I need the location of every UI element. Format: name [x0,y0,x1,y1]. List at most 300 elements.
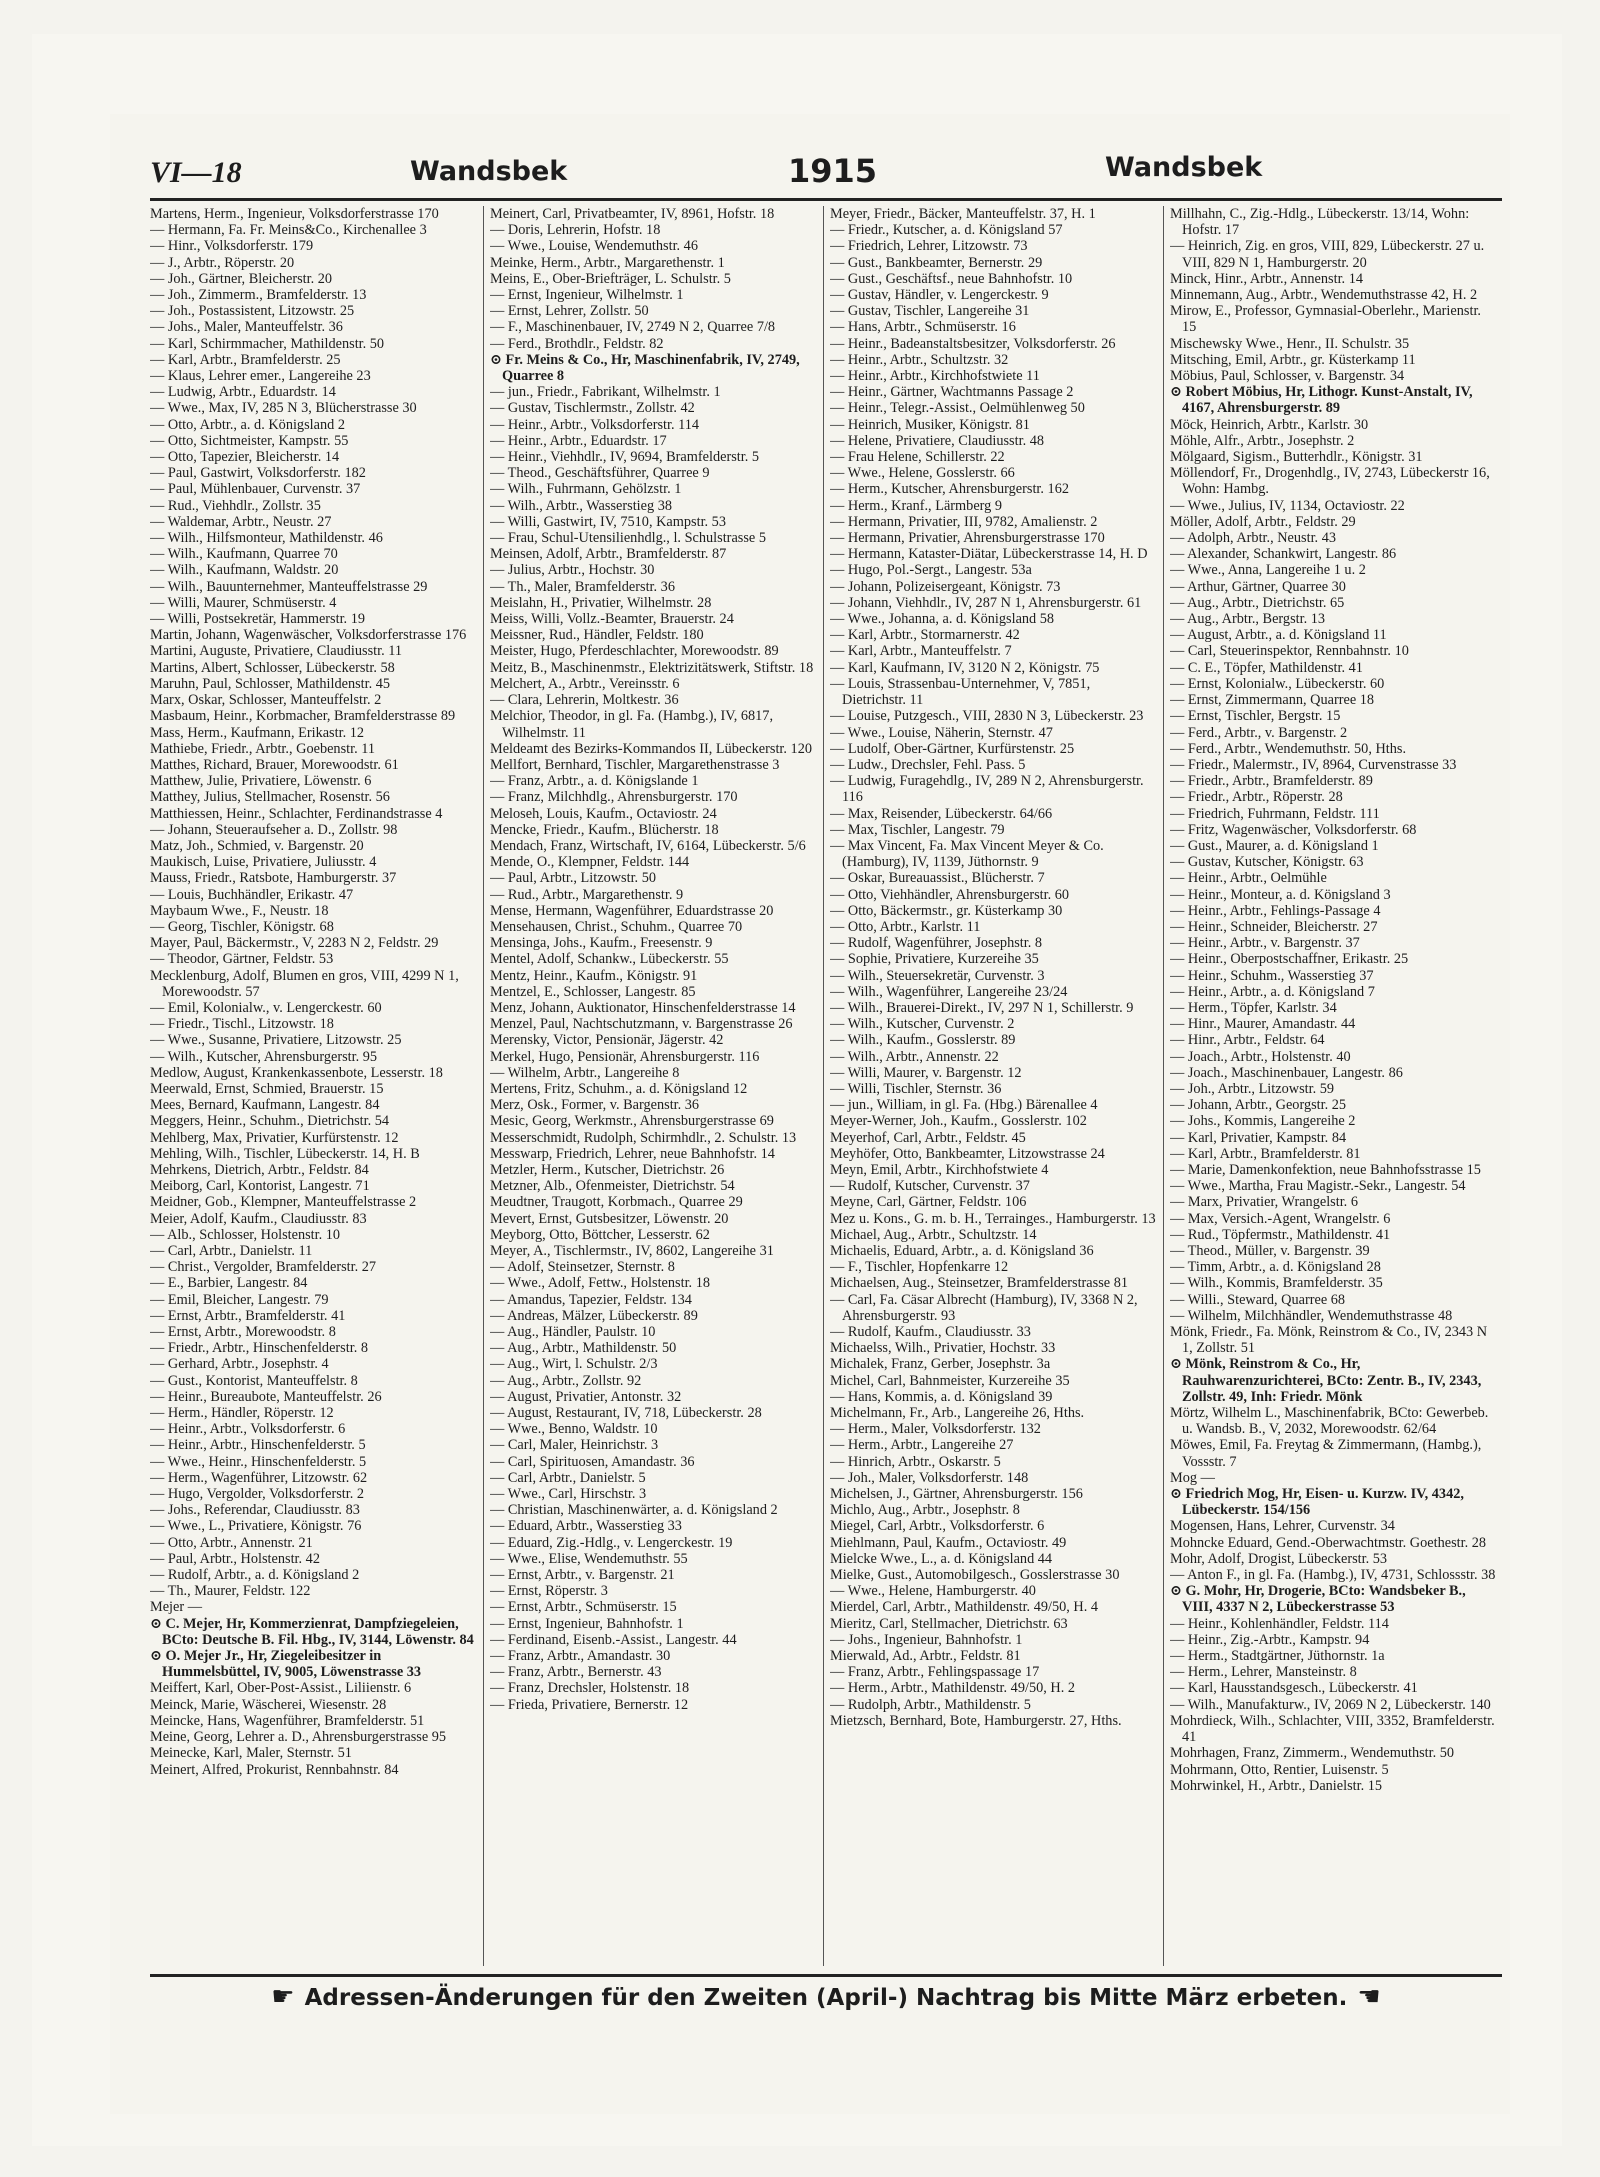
directory-entry: — Johann, Viehhdlr., IV, 287 N 1, Ahrensburgerstr. 61 [830,594,1142,611]
directory-entry: — Ludw., Drechsler, Fehl. Pass. 5 [830,756,1026,773]
directory-entry: Michaelsen, Aug., Steinsetzer, Bramfelderstrasse 81 [830,1275,1128,1292]
directory-entry: — Eduard, Arbtr., Wasserstieg 33 [490,1518,682,1535]
directory-entry: — Gust., Geschäftsf., neue Bahnhofstr. 10 [830,270,1073,287]
directory-entry: — Marie, Damenkonfektion, neue Bahnhofsstrasse 15 [1170,1161,1481,1178]
directory-entry: Mass, Herm., Kaufmann, Erikastr. 12 [150,724,365,741]
directory-entry: — Heinr., Telegr.-Assist., Oelmühlenweg 50 [830,400,1085,417]
directory-entry: — Gust., Maurer, a. d. Königsland 1 [1170,837,1379,854]
directory-entry: — Gust., Bankbeamter, Bernerstr. 29 [830,254,1043,271]
directory-entry: Mirow, E., Professor, Gymnasial-Oberlehr., Marienstr. 15 [1170,303,1481,336]
directory-entry: Minnemann, Aug., Arbtr., Wendemuthstrasse 42, H. 2 [1170,287,1478,304]
directory-entry: — Johann, Steueraufseher a. D., Zollstr. 98 [150,821,398,838]
directory-entry: — Heinr., Kohlenhändler, Feldstr. 114 [1170,1615,1389,1632]
directory-entry: — Carl, Steuerinspektor, Rennbahnstr. 10 [1170,643,1409,660]
directory-entry: Mees, Bernard, Kaufmann, Langestr. 84 [150,1097,380,1114]
directory-entry: Mohncke Eduard, Gend.-Oberwachtmstr. Goethestr. 28 [1170,1534,1487,1551]
directory-entry: Michelsen, J., Gärtner, Ahrensburgerstr. 156 [830,1486,1083,1503]
directory-entry: Mölgaard, Sigism., Butterhdlr., Königstr. 31 [1170,449,1423,466]
directory-entry: — Wilh., Bauunternehmer, Manteuffelstrasse 29 [150,578,428,595]
directory-entry: — F., Maschinenbauer, IV, 2749 N 2, Quarree 7/8 [490,319,776,336]
directory-entry: — Herm., Kranf., Lärmberg 9 [830,497,1003,514]
directory-entry: Meissner, Rud., Händler, Feldstr. 180 [490,627,704,644]
directory-entry: Mönk, Friedr., Fa. Mönk, Reinstrom & Co., IV, 2343 N 1, Zollstr. 51 [1170,1324,1488,1357]
directory-entry: Millhahn, C., Zig.-Hdlg., Lübeckerstr. 13/14, Wohn: Hofstr. 17 [1170,206,1470,239]
directory-entry: — Hans, Kommis, a. d. Königsland 39 [830,1388,1053,1405]
directory-entry: Messerschmidt, Rudolph, Schirmhdlr., 2. Schulstr. 13 [490,1129,797,1146]
directory-entry: Merensky, Victor, Pensionär, Jägerstr. 42 [490,1032,724,1049]
directory-column-2 [490,206,816,1966]
directory-entry: — F., Tischler, Hopfenkarre 12 [830,1259,1009,1276]
directory-entry: Metzner, Alb., Ofenmeister, Dietrichstr. 54 [490,1178,735,1195]
footer-notice [150,1982,1502,2022]
directory-entry: — Johann, Arbtr., Georgstr. 25 [1170,1097,1347,1114]
directory-entry: — Franz, Arbtr., Amandastr. 30 [490,1648,671,1665]
directory-entry: — Alexander, Schankwirt, Langestr. 86 [1170,546,1397,563]
directory-entry: — Frieda, Privatiere, Bernerstr. 12 [490,1696,689,1713]
directory-entry: — Friedr., Arbtr., Bramfelderstr. 89 [1170,773,1373,790]
directory-entry: — Otto, Arbtr., a. d. Königsland 2 [150,416,345,433]
directory-entry: ⊙ O. Mejer Jr., Hr, Ziegeleibesitzer in Hummelsbüttel, IV, 9005, Löwenstrasse 33 [150,1648,422,1681]
directory-entry: Mentz, Heinr., Kaufm., Königstr. 91 [490,967,698,984]
directory-entry: — Herm., Arbtr., Langereihe 27 [830,1437,1014,1454]
directory-entry: — Willi., Steward, Quarree 68 [1170,1291,1346,1308]
directory-entry: ⊙ Mönk, Reinstrom & Co., Hr, Rauhwarenzurichterei, BCto: Zentr. B., IV, 2343, Zollstr. 49, Inh: Friedr. Mönk [1170,1356,1482,1405]
directory-entry: Marx, Oskar, Schlosser, Manteuffelstr. 2 [150,692,382,709]
directory-entry: — Gustav, Kutscher, Königstr. 63 [1170,854,1364,871]
pointing-hand-right-icon: ☛ [271,1982,295,2012]
directory-entry: — Joach., Arbtr., Holstenstr. 40 [1170,1048,1351,1065]
directory-entry: Mecklenburg, Adolf, Blumen en gros, VIII, 4299 N 1, Morewoodstr. 57 [150,967,459,1000]
directory-entry: — Karl, Privatier, Kampstr. 84 [1170,1129,1347,1146]
directory-entry: — Wwe., Julius, IV, 1134, Octaviostr. 22 [1170,497,1405,514]
directory-entry: — Rudolf, Arbtr., a. d. Königsland 2 [150,1567,360,1584]
directory-entry: Miehlmann, Paul, Kaufm., Octaviostr. 49 [830,1534,1067,1551]
directory-entry: — Wilh., Manufakturw., IV, 2069 N 2, Lübeckerstr. 140 [1170,1696,1491,1713]
directory-entry: Michlo, Aug., Arbtr., Josephstr. 8 [830,1502,1020,1519]
directory-entry: Mensehausen, Christ., Schuhm., Quarree 70 [490,918,743,935]
directory-entry: — Gustav, Tischlermstr., Zollstr. 42 [490,400,695,417]
directory-entry: — Friedr., Tischl., Litzowstr. 18 [150,1016,334,1033]
directory-entry: Meiborg, Carl, Kontorist, Langestr. 71 [150,1178,370,1195]
directory-entry: — Friedr., Kutscher, a. d. Königsland 57 [830,222,1063,239]
directory-entry: — Georg, Tischler, Königstr. 68 [150,918,334,935]
directory-entry: — Th., Maurer, Feldstr. 122 [150,1583,311,1600]
directory-entry: — jun., William, in gl. Fa. (Hbg.) Bärenallee 4 [830,1097,1098,1114]
directory-entry: Meister, Hugo, Pferdeschlachter, Morewoodstr. 89 [490,643,779,660]
directory-entry: — Wilh., Wagenführer, Langereihe 23/24 [830,983,1068,1000]
directory-entry: Matthew, Julie, Privatiere, Löwenstr. 6 [150,773,372,790]
directory-entry: — Rud., Arbtr., Margarethenstr. 9 [490,886,684,903]
directory-entry: Mörtz, Wilhelm L., Maschinenfabrik, BCto: Gewerbeb. u. Wandsb. B., V, 2032, Morewoodstr. 62/64 [1170,1405,1489,1438]
directory-entry: Mietzsch, Bernhard, Bote, Hamburgerstr. 27, Hths. [830,1712,1122,1729]
directory-entry: — Aug., Wirt, l. Schulstr. 2/3 [490,1356,658,1373]
directory-entry: Möck, Heinrich, Arbtr., Karlstr. 30 [1170,416,1369,433]
directory-entry: Möller, Adolf, Arbtr., Feldstr. 29 [1170,513,1356,530]
directory-entry: Meudtner, Traugott, Korbmach., Quarree 29 [490,1194,743,1211]
directory-entry: — Marx, Privatier, Wrangelstr. 6 [1170,1194,1358,1211]
directory-entry: Mielke, Gust., Automobilgesch., Gosslerstrasse 30 [830,1567,1120,1584]
directory-entry: — Ernst, Kolonialw., Lübeckerstr. 60 [1170,675,1385,692]
directory-entry: — Sophie, Privatiere, Kurzereihe 35 [830,951,1039,968]
directory-entry: — Aug., Arbtr., Zollstr. 92 [490,1372,642,1389]
directory-entry: — C. E., Töpfer, Mathildenstr. 41 [1170,659,1363,676]
directory-entry: — Gerhard, Arbtr., Josephstr. 4 [150,1356,329,1373]
directory-entry: — Eduard, Zig.-Hdlg., v. Lengerckestr. 19 [490,1534,733,1551]
directory-entry: — Wilhelm, Milchhändler, Wendemuthstrasse 48 [1170,1307,1453,1324]
directory-entry: — Klaus, Lehrer emer., Langereihe 23 [150,368,371,385]
directory-entry: Mogensen, Hans, Lehrer, Curvenstr. 34 [1170,1518,1395,1535]
directory-page [110,114,1510,2114]
directory-entry: — Herm., Kutscher, Ahrensburgerstr. 162 [830,481,1069,498]
directory-entry: — Doris, Lehrerin, Hofstr. 18 [490,222,661,239]
directory-entry: — Paul, Arbtr., Litzowstr. 50 [490,870,656,887]
directory-entry: Martins, Albert, Schlosser, Lübeckerstr. 58 [150,659,395,676]
directory-entry: — Ernst, Zimmermann, Quarree 18 [1170,692,1375,709]
directory-entry: — Heinr., Arbtr., v. Bargenstr. 37 [1170,935,1360,952]
directory-entry: Mentel, Adolf, Schankw., Lübeckerstr. 55 [490,951,729,968]
directory-entry: — Paul, Arbtr., Holstenstr. 42 [150,1550,320,1567]
directory-entry: — Hinr., Maurer, Amandastr. 44 [1170,1016,1356,1033]
directory-entry: Maybaum Wwe., F., Neustr. 18 [150,902,329,919]
directory-entry: — Franz, Milchhdlg., Ahrensburgerstr. 170 [490,789,738,806]
directory-entry: ⊙ Robert Möbius, Hr, Lithogr. Kunst-Anstalt, IV, 4167, Ahrensburgerstr. 89 [1170,384,1473,417]
directory-entry: — Wwe., Susanne, Privatiere, Litzowstr. 25 [150,1032,402,1049]
directory-entry: — Heinr., Arbtr., Schultzstr. 32 [830,351,1009,368]
directory-entry: — Paul, Gastwirt, Volksdorferstr. 182 [150,465,366,482]
directory-entry: Michalek, Franz, Gerber, Josephstr. 3a [830,1356,1051,1373]
directory-entry: — Friedrich, Fuhrmann, Feldstr. 111 [1170,805,1380,822]
directory-entry: — Ludolf, Ober-Gärtner, Kurfürstenstr. 25 [830,740,1075,757]
directory-entry: — Oskar, Bureauassist., Blücherstr. 7 [830,870,1045,887]
directory-entry: — Ludwig, Arbtr., Eduardstr. 14 [150,384,336,401]
directory-entry: — Hans, Arbtr., Schmüserstr. 16 [830,319,1016,336]
directory-entry: — Wilh., Brauerei-Direkt., IV, 297 N 1, Schillerstr. 9 [830,999,1134,1016]
footer-notice-text: Adressen-Änderungen für den Zweiten (April-) Nachtrag bis Mitte März erbeten. [304,1985,1348,2011]
directory-entry: — Waldemar, Arbtr., Neustr. 27 [150,513,332,530]
directory-entry: — Ernst, Tischler, Bergstr. 15 [1170,708,1341,725]
directory-entry: — Hinrich, Arbtr., Oskarstr. 5 [830,1453,1001,1470]
directory-entry: Meyborg, Otto, Böttcher, Lesserstr. 62 [490,1226,710,1243]
directory-entry: — Otto, Bäckermstr., gr. Küsterkamp 30 [830,902,1063,919]
directory-entry: Mohrdieck, Wilh., Schlachter, VIII, 3352, Bramfelderstr. 41 [1170,1712,1495,1746]
directory-entry: Merz, Osk., Former, v. Bargenstr. 36 [490,1097,700,1114]
directory-entry: — Otto, Arbtr., Karlstr. 11 [830,918,981,935]
directory-entry: Martens, Herm., Ingenieur, Volksdorferstrasse 170 [150,206,439,222]
directory-entry: — Arthur, Gärtner, Quarree 30 [1170,578,1346,595]
directory-entry: Martin, Johann, Wagenwäscher, Volksdorferstrasse 176 [150,627,467,644]
directory-entry: Mohrhagen, Franz, Zimmerm., Wendemuthstr. 50 [1170,1745,1455,1762]
directory-entry: Meislahn, H., Privatier, Wilhelmstr. 28 [490,594,712,611]
directory-entry: Mejer — [150,1599,203,1616]
directory-entry: — Wilh., Kaufmann, Waldstr. 20 [150,562,339,579]
directory-entry: Meyerhof, Carl, Arbtr., Feldstr. 45 [830,1129,1026,1146]
directory-entry: — Karl, Schirmmacher, Mathildenstr. 50 [150,335,385,352]
directory-entry: — Wwe., Helene, Hamburgerstr. 40 [830,1583,1036,1600]
directory-entry: Mohrwinkel, H., Arbtr., Danielstr. 15 [1170,1777,1383,1794]
directory-entry: Meyer-Werner, Joh., Kaufm., Gosslerstr. 102 [830,1113,1087,1130]
directory-entry: — Adolph, Arbtr., Neustr. 43 [1170,530,1337,547]
directory-entry: — Heinr., Arbtr., Hinschenfelderstr. 5 [150,1437,366,1454]
directory-entry: Mieritz, Carl, Stellmacher, Dietrichstr. 63 [830,1615,1068,1632]
directory-entry: — Willi, Postsekretär, Hammerstr. 19 [150,611,365,628]
directory-entry: — Christ., Vergolder, Bramfelderstr. 27 [150,1259,377,1276]
directory-entry: — Carl, Spirituosen, Amandastr. 36 [490,1453,695,1470]
directory-column-1 [150,206,476,1966]
directory-entry: — Heinr., Arbtr., Fehlings-Passage 4 [1170,902,1381,919]
directory-entry: — Theodor, Gärtner, Feldstr. 53 [150,951,334,968]
directory-entry: — Friedrich, Lehrer, Litzowstr. 73 [830,238,1028,255]
directory-entry: Mayer, Paul, Bäckermstr., V, 2283 N 2, Feldstr. 29 [150,935,439,952]
directory-entry: Mellfort, Bernhard, Tischler, Margarethenstrasse 3 [490,756,780,773]
directory-entry: Mentzel, E., Schlosser, Langestr. 85 [490,983,696,1000]
directory-entry: — Frau Helene, Schillerstr. 22 [830,449,1005,466]
directory-entry: Meier, Adolf, Kaufm., Claudiusstr. 83 [150,1210,367,1227]
directory-entry: — Karl, Hausstandsgesch., Lübeckerstr. 41 [1170,1680,1418,1697]
directory-entry: Mielcke Wwe., L., a. d. Königsland 44 [830,1550,1053,1567]
directory-entry: Mohrmann, Otto, Rentier, Luisenstr. 5 [1170,1761,1389,1778]
page-number: VI—18 [150,156,242,189]
town-title-left: Wandsbek [410,156,568,187]
directory-entry: — Johs., Ingenieur, Bahnhofstr. 1 [830,1631,1023,1648]
directory-entry: Merkel, Hugo, Pensionär, Ahrensburgerstr. 116 [490,1048,760,1065]
directory-entry: — August, Privatier, Antonstr. 32 [490,1388,682,1405]
directory-entry: — Wilh., Kommis, Bramfelderstr. 35 [1170,1275,1383,1292]
directory-entry: — Friedr., Arbtr., Röperstr. 28 [1170,789,1343,806]
directory-entry: — Heinr., Arbtr., Volksdorferstr. 114 [490,416,700,433]
directory-entry: Michel, Carl, Bahnmeister, Kurzereihe 35 [830,1372,1070,1389]
directory-entry: — Heinr., Viehhdlr., IV, 9694, Bramfelderstr. 5 [490,449,760,466]
directory-entry: — Wwe., Johanna, a. d. Königsland 58 [830,611,1055,628]
directory-entry: — August, Arbtr., a. d. Königsland 11 [1170,627,1387,644]
directory-entry: Meiffert, Karl, Ober-Post-Assist., Liliienstr. 6 [150,1680,412,1697]
directory-entry: — Fritz, Wagenwäscher, Volksdorferstr. 68 [1170,821,1417,838]
directory-entry: Matthiessen, Heinr., Schlachter, Ferdinandstrasse 4 [150,805,443,822]
directory-entry: — Heinr., Monteur, a. d. Königsland 3 [1170,886,1391,903]
directory-entry: — Johs., Referendar, Claudiusstr. 83 [150,1502,360,1519]
directory-entry: — Ernst, Arbtr., Schmüserstr. 15 [490,1599,677,1616]
directory-entry: — Louis, Strassenbau-Unternehmer, V, 7851, Dietrichstr. 11 [830,675,1091,709]
directory-entry: Matthey, Julius, Stellmacher, Rosenstr. 56 [150,789,390,806]
directory-entry: — Heinr., Oberpostschaffner, Erikastr. 25 [1170,951,1409,968]
directory-entry: Meyer, Friedr., Bäcker, Manteuffelstr. 37, H. 1 [830,206,1096,222]
directory-entry: Meerwald, Ernst, Schmied, Brauerstr. 15 [150,1080,384,1097]
directory-entry: Matz, Joh., Schmied, v. Bargenstr. 20 [150,837,364,854]
directory-entry: ⊙ Friedrich Mog, Hr, Eisen- u. Kurzw. IV, 4342, Lübeckerstr. 154/156 [1170,1486,1464,1519]
directory-entry: — Heinr., Schuhm., Wasserstieg 37 [1170,967,1374,984]
directory-entry: — Friedr., Arbtr., Hinschenfelderstr. 8 [150,1340,368,1357]
directory-entry: Meggers, Heinr., Schuhm., Dietrichstr. 54 [150,1113,390,1130]
directory-entry: — Hugo, Pol.-Sergt., Langestr. 53a [830,562,1032,579]
directory-entry: Mierdel, Carl, Arbtr., Mathildenstr. 49/50, H. 4 [830,1599,1099,1616]
directory-entry: Mischewsky Wwe., Henr., II. Schulstr. 35 [1170,335,1410,352]
directory-entry: — Rudolf, Kutscher, Curvenstr. 37 [830,1178,1030,1195]
directory-entry: Menzel, Paul, Nachtschutzmann, v. Bargenstrasse 26 [490,1016,793,1033]
directory-entry: — Alb., Schlosser, Holstenstr. 10 [150,1226,341,1243]
town-title-right: Wandsbek [1105,152,1263,183]
directory-entry: — Joh., Postassistent, Litzowstr. 25 [150,303,355,320]
directory-entry: — Carl, Arbtr., Danielstr. 5 [490,1469,646,1486]
directory-entry: — Wilh., Arbtr., Annenstr. 22 [830,1048,999,1065]
directory-entry: — Louise, Putzgesch., VIII, 2830 N 3, Lübeckerstr. 23 [830,708,1144,725]
directory-entry: — Max, Tischler, Langestr. 79 [830,821,1005,838]
directory-entry: Möllendorf, Fr., Drogenhdlg., IV, 2743, Lübeckerstr 16, Wohn: Hambg. [1170,465,1490,498]
directory-entry: Messwarp, Friedrich, Lehrer, neue Bahnhofstr. 14 [490,1145,775,1162]
directory-entry: Masbaum, Heinr., Korbmacher, Bramfelderstrasse 89 [150,708,456,725]
directory-entry: — Hermann, Privatier, III, 9782, Amalienstr. 2 [830,513,1098,530]
directory-entry: — Wilh., Arbtr., Wasserstieg 38 [490,497,673,514]
directory-entry: — Hinr., Arbtr., Feldstr. 64 [1170,1032,1325,1049]
directory-entry: Möbius, Paul, Schlosser, v. Bargenstr. 34 [1170,368,1405,385]
directory-entry: — Wilhelm, Arbtr., Langereihe 8 [490,1064,680,1081]
directory-entry: — Aug., Händler, Paulstr. 10 [490,1324,656,1341]
page-header [110,144,1510,190]
directory-entry: — Joh., Gärtner, Bleicherstr. 20 [150,270,333,287]
directory-entry: — Karl, Kaufmann, IV, 3120 N 2, Königstr. 75 [830,659,1100,676]
directory-entry: — Carl, Fa. Cäsar Albrecht (Hamburg), IV, 3368 N 2, Ahrensburgerstr. 93 [830,1291,1138,1324]
directory-entry: Meinsen, Adolf, Arbtr., Bramfelderstr. 87 [490,546,727,563]
directory-entry: Metzler, Herm., Kutscher, Dietrichstr. 26 [490,1161,725,1178]
directory-columns [150,206,1502,1966]
directory-entry: Mensinga, Johs., Kaufm., Freesenstr. 9 [490,935,713,952]
directory-entry: — Karl, Arbtr., Bramfelderstr. 81 [1170,1145,1361,1162]
directory-entry: — Gustav, Händler, v. Lengerckestr. 9 [830,287,1049,304]
directory-entry: — Timm, Arbtr., a. d. Königsland 28 [1170,1259,1381,1276]
directory-entry: — Franz, Arbtr., Bernerstr. 43 [490,1664,662,1681]
directory-entry: Meins, E., Ober-Briefträger, L. Schulstr. 5 [490,270,731,287]
directory-entry: — Anton F., in gl. Fa. (Hambg.), IV, 4731, Schlossstr. 38 [1170,1567,1496,1584]
directory-entry: ⊙ Fr. Meins & Co., Hr, Maschinenfabrik, IV, 2749, Quarree 8 [490,351,800,385]
directory-entry: Maukisch, Luise, Privatiere, Juliusstr. 4 [150,854,377,871]
directory-entry: — E., Barbier, Langestr. 84 [150,1275,308,1292]
year-title: 1915 [788,152,878,190]
directory-entry: — Hugo, Vergolder, Volksdorferstr. 2 [150,1486,365,1503]
directory-entry: — Rudolf, Wagenführer, Josephstr. 8 [830,935,1043,952]
directory-entry: — Frau, Schul-Utensilienhdlg., l. Schulstrasse 5 [490,530,766,547]
directory-entry: Mense, Hermann, Wagenführer, Eduardstrasse 20 [490,902,774,919]
directory-entry: — Herm., Arbtr., Mathildenstr. 49/50, H. 2 [830,1680,1076,1697]
directory-entry: — Wwe., Louise, Näherin, Sternstr. 47 [830,724,1053,741]
directory-entry: — Ernst, Ingenieur, Wilhelmstr. 1 [490,287,684,304]
directory-entry: Meine, Georg, Lehrer a. D., Ahrensburgerstrasse 95 [150,1729,447,1746]
directory-entry: — Otto, Arbtr., Annenstr. 21 [150,1534,313,1551]
directory-entry: — Heinr., Gärtner, Wachtmanns Passage 2 [830,384,1074,401]
directory-entry: — Herm., Händler, Röperstr. 12 [150,1405,334,1422]
directory-entry: Mesic, Georg, Werkmstr., Ahrensburgerstrasse 69 [490,1113,774,1130]
directory-column-4 [1170,206,1496,1966]
directory-entry: — Wilh., Kutscher, Curvenstr. 2 [830,1016,1015,1033]
directory-entry: — Andreas, Mälzer, Lübeckerstr. 89 [490,1307,698,1324]
directory-entry: Mevert, Ernst, Gutsbesitzer, Löwenstr. 20 [490,1210,729,1227]
directory-entry: — Ernst, Röperstr. 3 [490,1583,608,1600]
directory-entry: Meyne, Carl, Gärtner, Feldstr. 106 [830,1194,1027,1211]
directory-entry: — Amandus, Tapezier, Feldstr. 134 [490,1291,692,1308]
directory-entry: Meinck, Marie, Wäscherei, Wiesenstr. 28 [150,1696,387,1713]
directory-entry: Mertens, Fritz, Schuhm., a. d. Königsland 12 [490,1080,748,1097]
directory-entry: — Wilh., Kaufm., Gosslerstr. 89 [830,1032,1016,1049]
directory-entry: — Rudolf, Kaufm., Claudiusstr. 33 [830,1324,1031,1341]
directory-entry: Minck, Hinr., Arbtr., Annenstr. 14 [1170,270,1364,287]
directory-entry: — Max Vincent, Fa. Max Vincent Meyer & Co. (Hamburg), IV, 1139, Jüthornstr. 9 [830,837,1104,871]
directory-entry: — Louis, Buchhändler, Erikastr. 47 [150,886,354,903]
directory-entry: — Gust., Kontorist, Manteuffelstr. 8 [150,1372,358,1389]
directory-entry: — Otto, Viehhändler, Ahrensburgerstr. 60 [830,886,1070,903]
directory-entry: — Heinr., Schneider, Bleicherstr. 27 [1170,918,1378,935]
directory-entry: Michelmann, Fr., Arb., Langereihe 26, Hths. [830,1405,1085,1422]
directory-entry: Meincke, Hans, Wagenführer, Bramfelderstr. 51 [150,1712,425,1729]
directory-entry: — Wwe., Anna, Langereihe 1 u. 2 [1170,562,1366,579]
directory-entry: Mauss, Friedr., Ratsbote, Hamburgerstr. 37 [150,870,397,887]
directory-entry: — Aug., Arbtr., Mathildenstr. 50 [490,1340,677,1357]
directory-entry: — Joh., Maler, Volksdorferstr. 148 [830,1469,1029,1486]
directory-entry: — Ernst, Arbtr., Bramfelderstr. 41 [150,1307,346,1324]
directory-entry: — Hermann, Fa. Fr. Meins&Co., Kirchenallee 3 [150,222,427,239]
directory-entry: — Christian, Maschinenwärter, a. d. Königsland 2 [490,1502,778,1519]
directory-entry: — Herm., Maler, Volksdorferstr. 132 [830,1421,1041,1438]
directory-entry: Mehling, Wilh., Tischler, Lübeckerstr. 14, H. B [150,1145,420,1162]
directory-entry: Mog — [1170,1469,1215,1486]
directory-entry: — Heinr., Arbtr., Volksdorferstr. 6 [150,1421,346,1438]
directory-entry: — Joh., Zimmerm., Bramfelderstr. 13 [150,287,367,304]
directory-entry: Meidner, Gob., Klempner, Manteuffelstrasse 2 [150,1194,417,1211]
directory-entry: — Wilh., Steuersekretär, Curvenstr. 3 [830,967,1045,984]
directory-entry: Meyn, Emil, Arbtr., Kirchhofstwiete 4 [830,1161,1049,1178]
directory-entry: Mencke, Friedr., Kaufm., Blücherstr. 18 [490,821,719,838]
directory-entry: — August, Restaurant, IV, 718, Lübeckerstr. 28 [490,1405,762,1422]
directory-entry: Mehlberg, Max, Privatier, Kurfürstenstr. 12 [150,1129,399,1146]
directory-entry: — Ernst, Ingenieur, Bahnhofstr. 1 [490,1615,684,1632]
directory-entry: Meyhöfer, Otto, Bankbeamter, Litzowstrasse 24 [830,1145,1105,1162]
directory-entry: — Clara, Lehrerin, Moltkestr. 36 [490,692,679,709]
directory-entry: — Franz, Arbtr., Fehlingspassage 17 [830,1664,1040,1681]
directory-entry: — Willi, Gastwirt, IV, 7510, Kampstr. 53 [490,513,726,530]
directory-entry: Möwes, Emil, Fa. Freytag & Zimmermann, (Hambg.), Vossstr. 7 [1170,1437,1482,1470]
directory-entry: Meitz, B., Maschinenmstr., Elektrizitätswerk, Stiftstr. 18 [490,659,814,676]
directory-entry: — Wwe., Benno, Waldstr. 10 [490,1421,658,1438]
directory-entry: — Joh., Arbtr., Litzowstr. 59 [1170,1080,1335,1097]
directory-entry: Meinecke, Karl, Maler, Sternstr. 51 [150,1745,352,1762]
directory-entry: Meldeamt des Bezirks-Kommandos II, Lübeckerstr. 120 [490,740,812,757]
directory-entry: — Carl, Maler, Heinrichstr. 3 [490,1437,659,1454]
directory-entry: — Wwe., Martha, Frau Magistr.-Sekr., Langestr. 54 [1170,1178,1466,1195]
directory-entry: — Willi, Maurer, v. Bargenstr. 12 [830,1064,1022,1081]
directory-entry: — Heinrich, Musiker, Königstr. 81 [830,416,1030,433]
directory-entry: — Rud., Töpfermstr., Mathildenstr. 41 [1170,1226,1391,1243]
directory-entry: Melchior, Theodor, in gl. Fa. (Hambg.), IV, 6817, Wilhelmstr. 11 [490,708,774,741]
directory-entry: — Heinrich, Zig. en gros, VIII, 829, Lübeckerstr. 27 u. VIII, 829 N 1, Hamburgerstr. 20 [1170,238,1485,271]
directory-entry: — Hinr., Volksdorferstr. 179 [150,238,314,255]
directory-entry: — Willi, Maurer, Schmüserstr. 4 [150,594,337,611]
directory-entry: — Theod., Geschäftsführer, Quarree 9 [490,465,710,482]
directory-entry: — Herm., Stadtgärtner, Jüthornstr. 1a [1170,1648,1385,1665]
directory-entry: — Th., Maler, Bramfelderstr. 36 [490,578,675,595]
directory-entry: — Heinr., Arbtr., Oelmühle [1170,870,1327,887]
directory-entry: Meinert, Carl, Privatbeamter, IV, 8961, Hofstr. 18 [490,206,775,222]
directory-entry: — Wilh., Kaufmann, Quarree 70 [150,546,338,563]
directory-entry: — Max, Reisender, Lübeckerstr. 64/66 [830,805,1053,822]
directory-entry: — Heinr., Zig.-Arbtr., Kampstr. 94 [1170,1631,1370,1648]
directory-entry: Mathiebe, Friedr., Arbtr., Goebenstr. 11 [150,740,376,757]
header-rule [150,198,1502,201]
directory-entry: — Wwe., L., Privatiere, Königstr. 76 [150,1518,362,1535]
directory-entry: — Wilh., Fuhrmann, Gehölzstr. 1 [490,481,682,498]
directory-entry: Mohr, Adolf, Drogist, Lübeckerstr. 53 [1170,1550,1388,1567]
directory-entry: — Carl, Arbtr., Danielstr. 11 [150,1243,313,1259]
footer-rule [150,1974,1502,1977]
directory-entry: Michael, Aug., Arbtr., Schultzstr. 14 [830,1226,1037,1243]
directory-entry: — Ernst, Arbtr., Morewoodstr. 8 [150,1324,336,1341]
directory-entry: — Joach., Maschinenbauer, Langestr. 86 [1170,1064,1403,1081]
directory-entry: — Ferd., Arbtr., Wendemuthstr. 50, Hths. [1170,740,1407,757]
